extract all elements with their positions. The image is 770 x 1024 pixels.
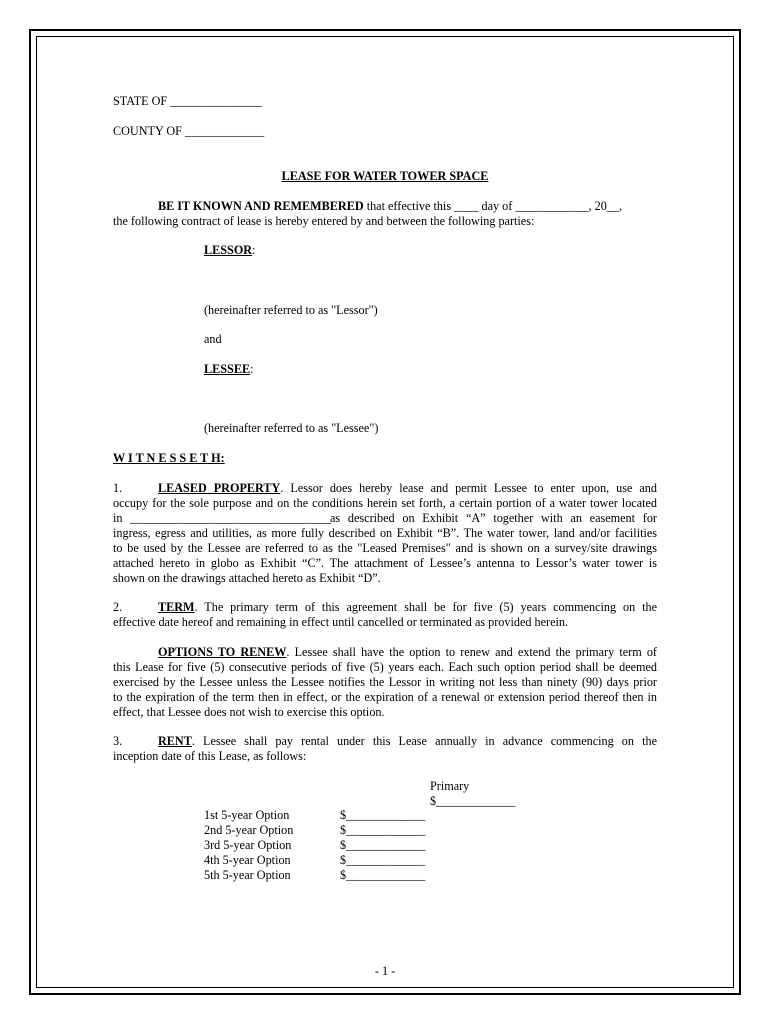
lessor-heading: LESSOR: bbox=[204, 243, 256, 257]
options-heading: OPTIONS TO RENEW bbox=[158, 645, 287, 659]
section1-line-2: occupy for the sole purpose and on the conditions herein set forth, a certain portion of a water tower located bbox=[113, 496, 657, 510]
section1-line-4: ingress, egress and utilities, as more fully described on Exhibit “B”. The water tower, land and/or facilities bbox=[113, 526, 657, 540]
state-line: STATE OF _______________ bbox=[113, 94, 262, 108]
options-line-2: this Lease for five (5) consecutive periods of five (5) years each. Each such option period shall be deemed bbox=[113, 660, 657, 674]
rent-primary-amount: $_____________ bbox=[430, 794, 516, 808]
options-line-5: effect, that Lessee does not wish to exercise this option. bbox=[113, 705, 385, 719]
section3-line-1-text: . Lessee shall pay rental under this Lease annually in advance commencing on the bbox=[191, 734, 657, 748]
lessor-label: LESSOR bbox=[204, 243, 253, 257]
section3-line-2: inception date of this Lease, as follows: bbox=[113, 749, 307, 763]
section2-line-1-text: . The primary term of this agreement shall be for five (5) years commencing on the bbox=[194, 600, 657, 614]
location-blank: _________________________________ bbox=[130, 511, 332, 525]
rent-row-amount: $_____________ bbox=[340, 853, 426, 867]
lessee-heading: LESSEE: bbox=[204, 362, 254, 376]
rent-row-label: 2nd 5-year Option bbox=[204, 823, 294, 837]
rent-primary-label: Primary bbox=[430, 779, 470, 793]
witnesseth-text: W I T N E S S E T H bbox=[113, 451, 221, 465]
page-number: - 1 - bbox=[374, 964, 396, 978]
section1-line-1-text: . Lessor does hereby lease and permit Lessee to enter upon, use and bbox=[280, 481, 657, 495]
rent-row-amount: $_____________ bbox=[340, 838, 426, 852]
lessee-label: LESSEE bbox=[204, 362, 251, 376]
rent-row-amount: $_____________ bbox=[340, 823, 426, 837]
options-line-1 bbox=[158, 645, 657, 660]
section2-line-2: effective date hereof and remaining in effect until cancelled or terminated as provided herein. bbox=[113, 615, 569, 629]
section2-heading: TERM bbox=[158, 600, 195, 614]
and-connector: and bbox=[204, 332, 222, 346]
section3-number: 3. bbox=[113, 734, 123, 748]
options-line-3: exercised by the Lessee unless the Lessee notifies the Lessor in writing not less than ninety (90) days prior bbox=[113, 675, 657, 689]
rent-row-label: 1st 5-year Option bbox=[204, 808, 290, 822]
section1-line-3-in: in bbox=[113, 511, 123, 525]
section1-heading: LEASED PROPERTY bbox=[158, 481, 281, 495]
section1-number: 1. bbox=[113, 481, 123, 495]
rent-row-label: 3rd 5-year Option bbox=[204, 838, 292, 852]
section1-line-5: to be used by the Lessee are referred to as the "Leased Premises" and is shown on a survey/site drawings bbox=[113, 541, 657, 555]
witnesseth-heading: W I T N E S S E T H: bbox=[113, 451, 225, 465]
county-line: COUNTY OF _____________ bbox=[113, 124, 265, 138]
section3-heading: RENT bbox=[158, 734, 192, 748]
section1-line-7: shown on the drawings attached hereto as Exhibit “D”. bbox=[113, 571, 381, 585]
options-line-4: to the expiration of the term then in effect, or the expiration of a renewal or extension period thereof then in bbox=[113, 690, 657, 704]
intro-bold: BE IT KNOWN AND REMEMBERED bbox=[158, 199, 364, 213]
rent-row-label: 5th 5-year Option bbox=[204, 868, 291, 882]
options-line-1-text: . Lessee shall have the option to renew and extend the primary term of bbox=[286, 645, 657, 659]
intro-line-2: the following contract of lease is hereby entered by and between the following parties: bbox=[113, 214, 535, 228]
intro-rest: that effective this ____ day of ____________, 20__, bbox=[363, 199, 623, 213]
section2-number: 2. bbox=[113, 600, 123, 614]
lessor-reference: (hereinafter referred to as "Lessor") bbox=[204, 303, 378, 317]
section2-line-1 bbox=[158, 600, 657, 615]
lessee-reference: (hereinafter referred to as "Lessee") bbox=[204, 421, 379, 435]
section1-line-3-rest: as described on Exhibit “A” together with an easement for bbox=[330, 511, 657, 525]
rent-row-label: 4th 5-year Option bbox=[204, 853, 291, 867]
section1-line-1 bbox=[158, 481, 657, 496]
section3-line-1 bbox=[158, 734, 657, 749]
rent-row-amount: $_____________ bbox=[340, 868, 426, 882]
document-title: LEASE FOR WATER TOWER SPACE bbox=[281, 169, 489, 183]
rent-row-amount: $_____________ bbox=[340, 808, 426, 822]
section1-line-6: attached hereto in globo as Exhibit “C”. The attachment of Lessee’s antenna to Lessor’s water tower is bbox=[113, 556, 657, 570]
intro-line-1 bbox=[158, 199, 622, 214]
